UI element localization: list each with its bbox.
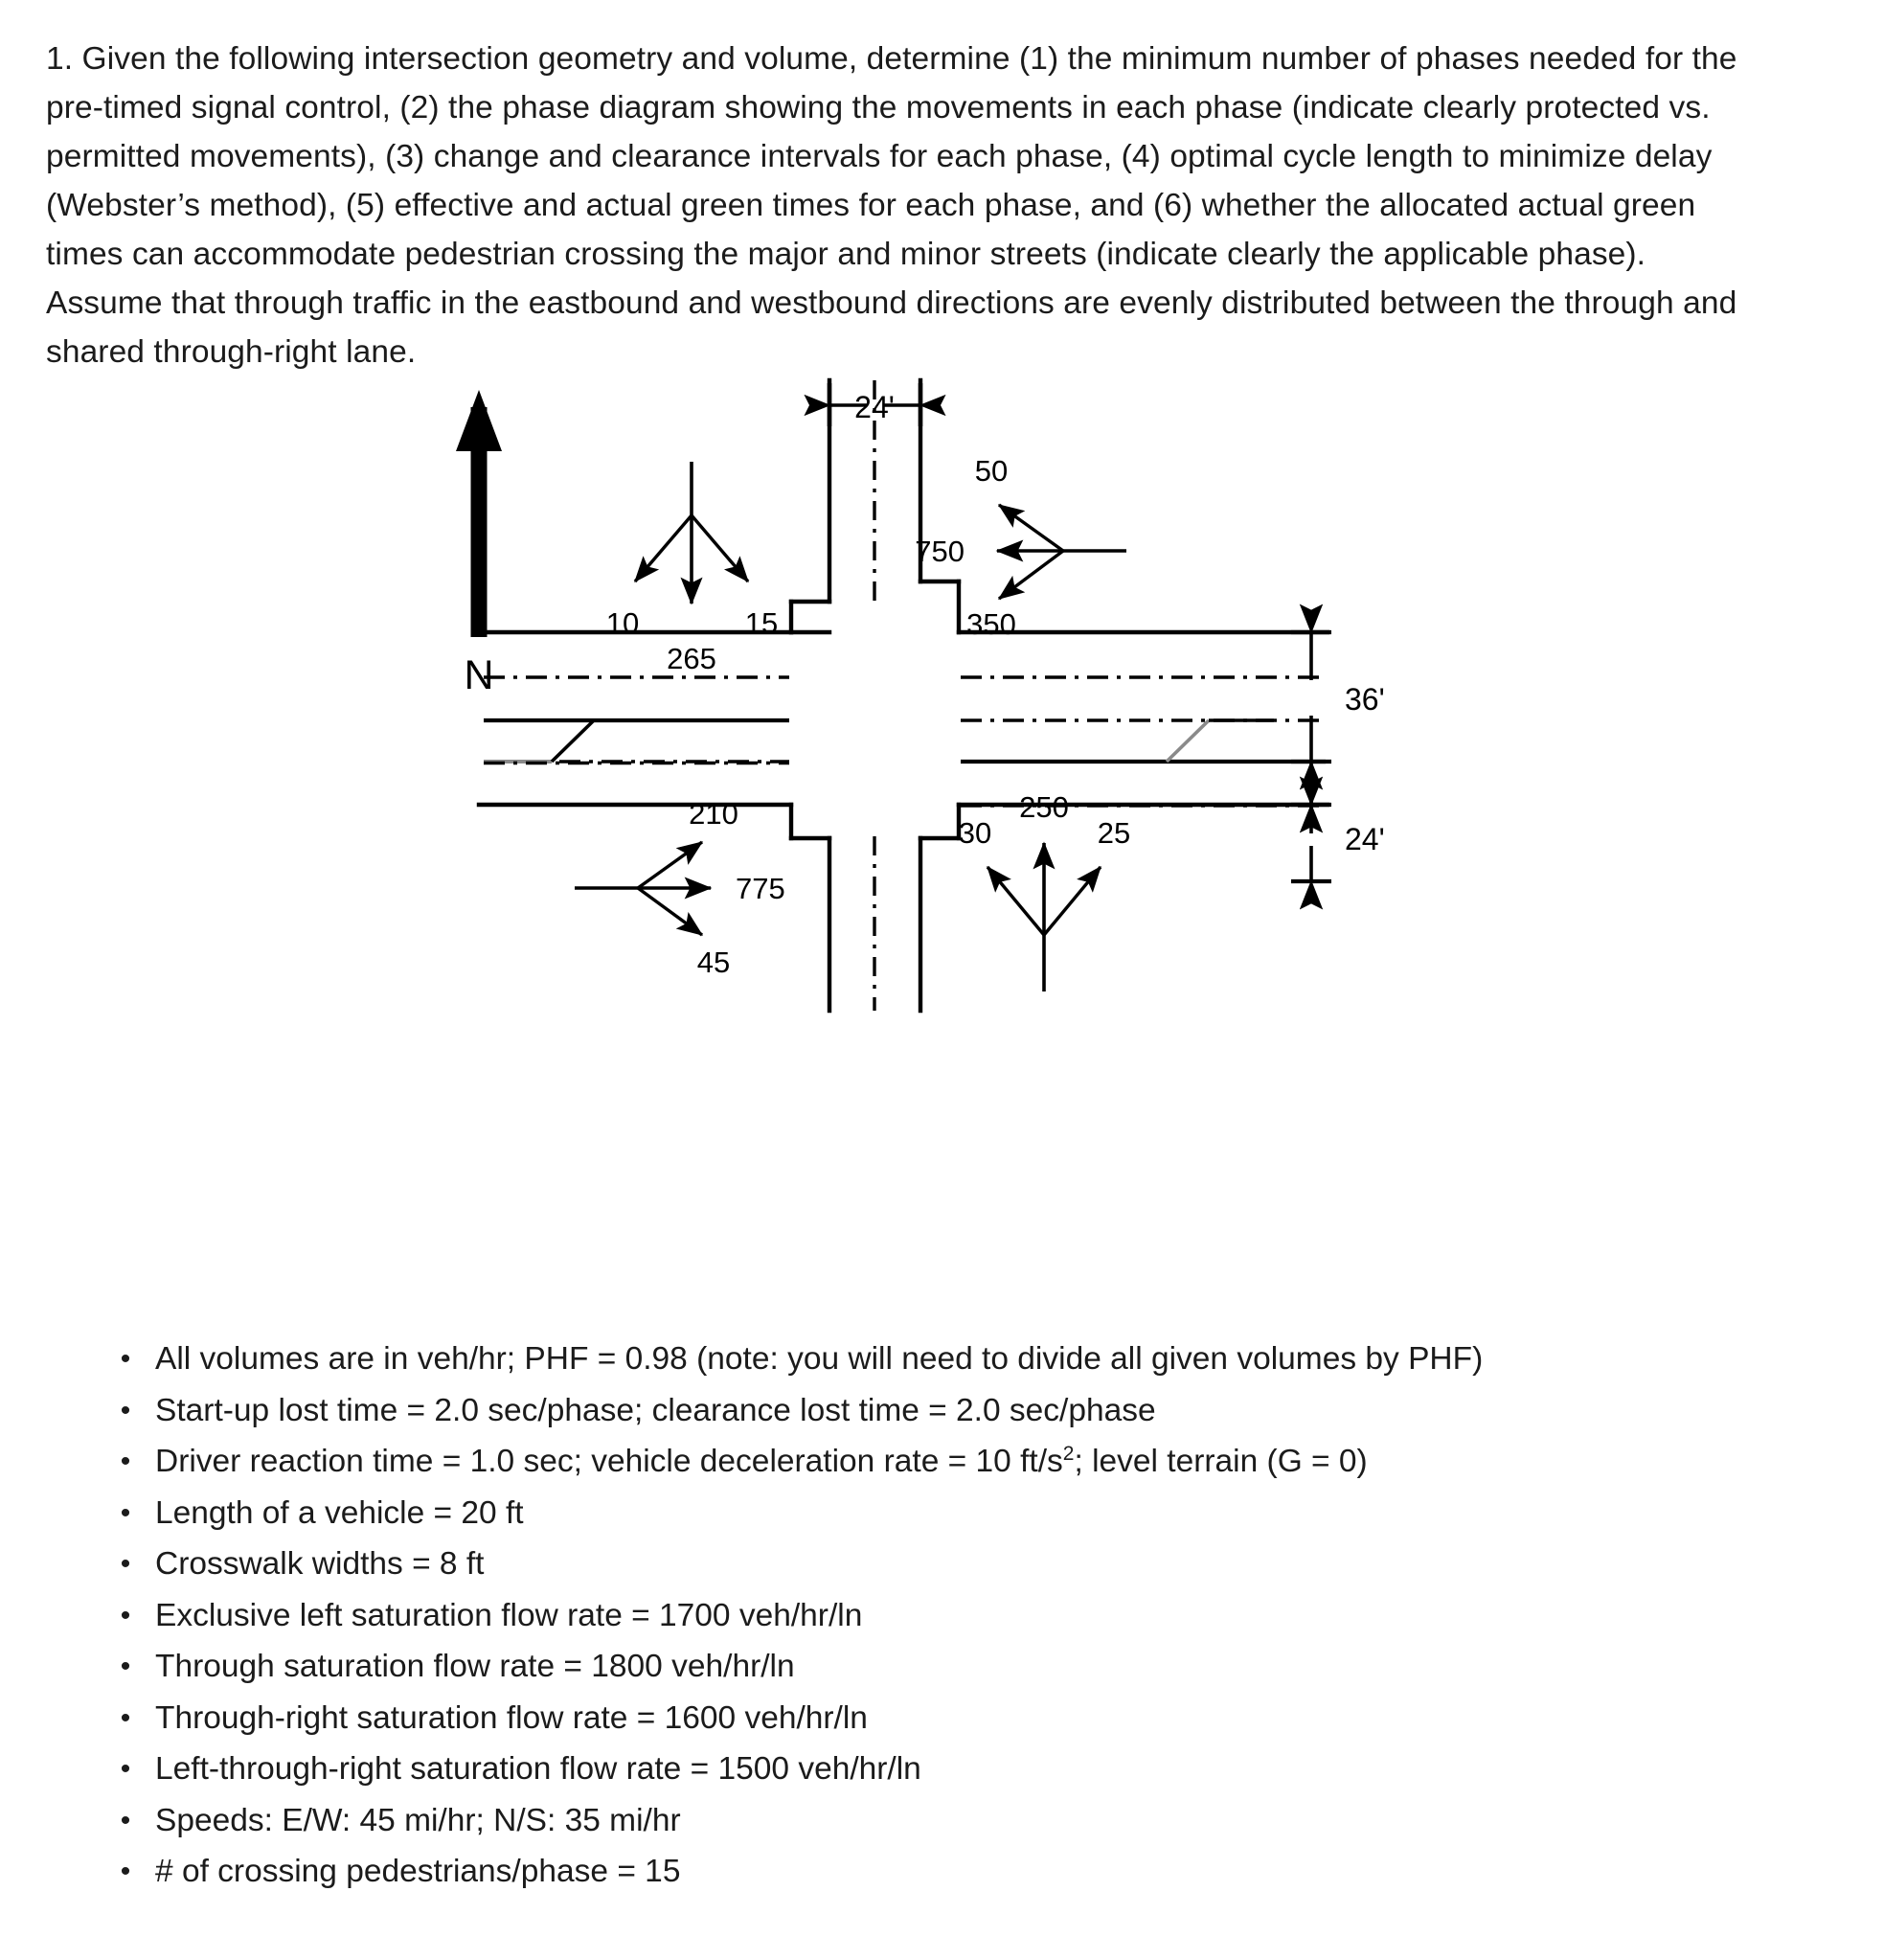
list-item — [96, 1693, 1820, 1744]
note-text: All volumes are in veh/hr; PHF = 0.98 (note: you will need to divide all given volumes by PHF) — [155, 1341, 1484, 1377]
dimension-right-36 — [1291, 632, 1331, 762]
note-text: Through-right saturation flow rate = 1600 veh/hr/ln — [155, 1699, 868, 1736]
note-text: Left-through-right saturation flow rate = 1500 veh/hr/ln — [155, 1751, 921, 1787]
intersection-box — [795, 636, 955, 801]
westbound-right-volume: 50 — [974, 454, 1009, 488]
east-approach-lanes — [961, 677, 1326, 806]
bullet-icon: • — [120, 1446, 131, 1477]
north-label: N — [464, 652, 494, 698]
west-approach-lanes — [484, 677, 789, 806]
bullet-icon: • — [120, 1343, 131, 1375]
northbound-left-volume: 30 — [958, 816, 992, 850]
list-item — [96, 1436, 1820, 1488]
note-text-superscript: Driver reaction time = 1.0 sec; vehicle deceleration rate = 10 $ft/s^2$; level terrain (G = 0) — [155, 1442, 1368, 1479]
note-text: Through saturation flow rate = 1800 veh/hr/ln — [155, 1649, 795, 1684]
southbound-movement-arrows — [635, 462, 748, 604]
eastbound-left-volume: 210 — [689, 797, 738, 831]
bullet-icon: • — [120, 1753, 131, 1785]
list-item — [96, 1743, 1820, 1795]
bullet-icon: • — [120, 1651, 131, 1682]
northbound-right-volume: 25 — [1097, 816, 1131, 850]
note-text: # of crossing pedestrians/phase = 15 — [155, 1854, 681, 1889]
northbound-through-volume: 250 — [1019, 790, 1069, 824]
intersection-diagram — [0, 390, 1884, 1327]
dimension-right-24-label: 24' — [1345, 822, 1385, 856]
dimension-right-24 — [1291, 762, 1331, 881]
dimension-top-width-label: 24' — [854, 390, 895, 424]
westbound-through-volume: 750 — [915, 535, 965, 568]
assumptions-list — [96, 1333, 1820, 1898]
westbound-movement-arrows — [997, 505, 1126, 599]
note-text: Crosswalk widths = 8 ft — [155, 1546, 485, 1582]
intersection-svg — [0, 390, 1884, 1327]
bullet-icon: • — [120, 1599, 131, 1631]
list-item — [96, 1641, 1820, 1693]
bullet-icon: • — [120, 1804, 131, 1836]
list-item — [96, 1590, 1820, 1642]
note-text: Speeds: E/W: 45 mi/hr; N/S: 35 mi/hr — [155, 1802, 681, 1838]
southbound-through-volume: 265 — [667, 642, 716, 675]
dimension-right-36-label: 36' — [1345, 682, 1385, 717]
eastbound-through-volume: 775 — [736, 872, 785, 905]
list-item — [96, 1333, 1820, 1385]
note-text: Start-up lost time = 2.0 sec/phase; clearance lost time = 2.0 sec/phase — [155, 1392, 1156, 1428]
eastbound-movement-arrows — [575, 842, 711, 935]
note-text: Exclusive left saturation flow rate = 1700 veh/hr/ln — [155, 1597, 863, 1633]
list-item — [96, 1538, 1820, 1590]
list-item — [96, 1488, 1820, 1539]
list-item — [96, 1795, 1820, 1847]
problem-statement: 1. Given the following intersection geometry and volume, determine (1) the minimum number of phases needed for the pre-timed signal control, (2) the phase diagram showing the movements in each phase (indicate clearly protected vs. permitted movements), (3) change and clearance intervals for each phase, (4) optimal cycle length to minimize delay (Webster’s method), (5) effective and actual green times for each phase, and (6) whether the allocated actual green times can accommodate pedestrian crossing the major and minor streets (indicate clearly the applicable phase). Assume that through traffic in the eastbound and westbound directions are evenly distributed between the through and shared through-right lane. — [46, 41, 1737, 370]
eastbound-right-volume: 45 — [696, 946, 731, 979]
northbound-movement-arrows — [987, 843, 1101, 991]
bullet-icon: • — [120, 1394, 131, 1426]
note-text: Length of a vehicle = 20 ft — [155, 1494, 524, 1531]
southbound-right-volume: 15 — [744, 606, 779, 640]
west-approach-lane-markings — [484, 763, 789, 805]
bullet-icon: • — [120, 1701, 131, 1734]
list-item — [96, 1385, 1820, 1437]
southbound-left-volume: 10 — [605, 606, 640, 640]
bullet-icon: • — [120, 1548, 131, 1580]
westbound-left-volume: 350 — [966, 607, 1016, 641]
north-arrow-icon — [456, 390, 502, 637]
list-item — [96, 1846, 1820, 1898]
bullet-icon: • — [120, 1496, 131, 1529]
bullet-icon: • — [120, 1856, 131, 1887]
